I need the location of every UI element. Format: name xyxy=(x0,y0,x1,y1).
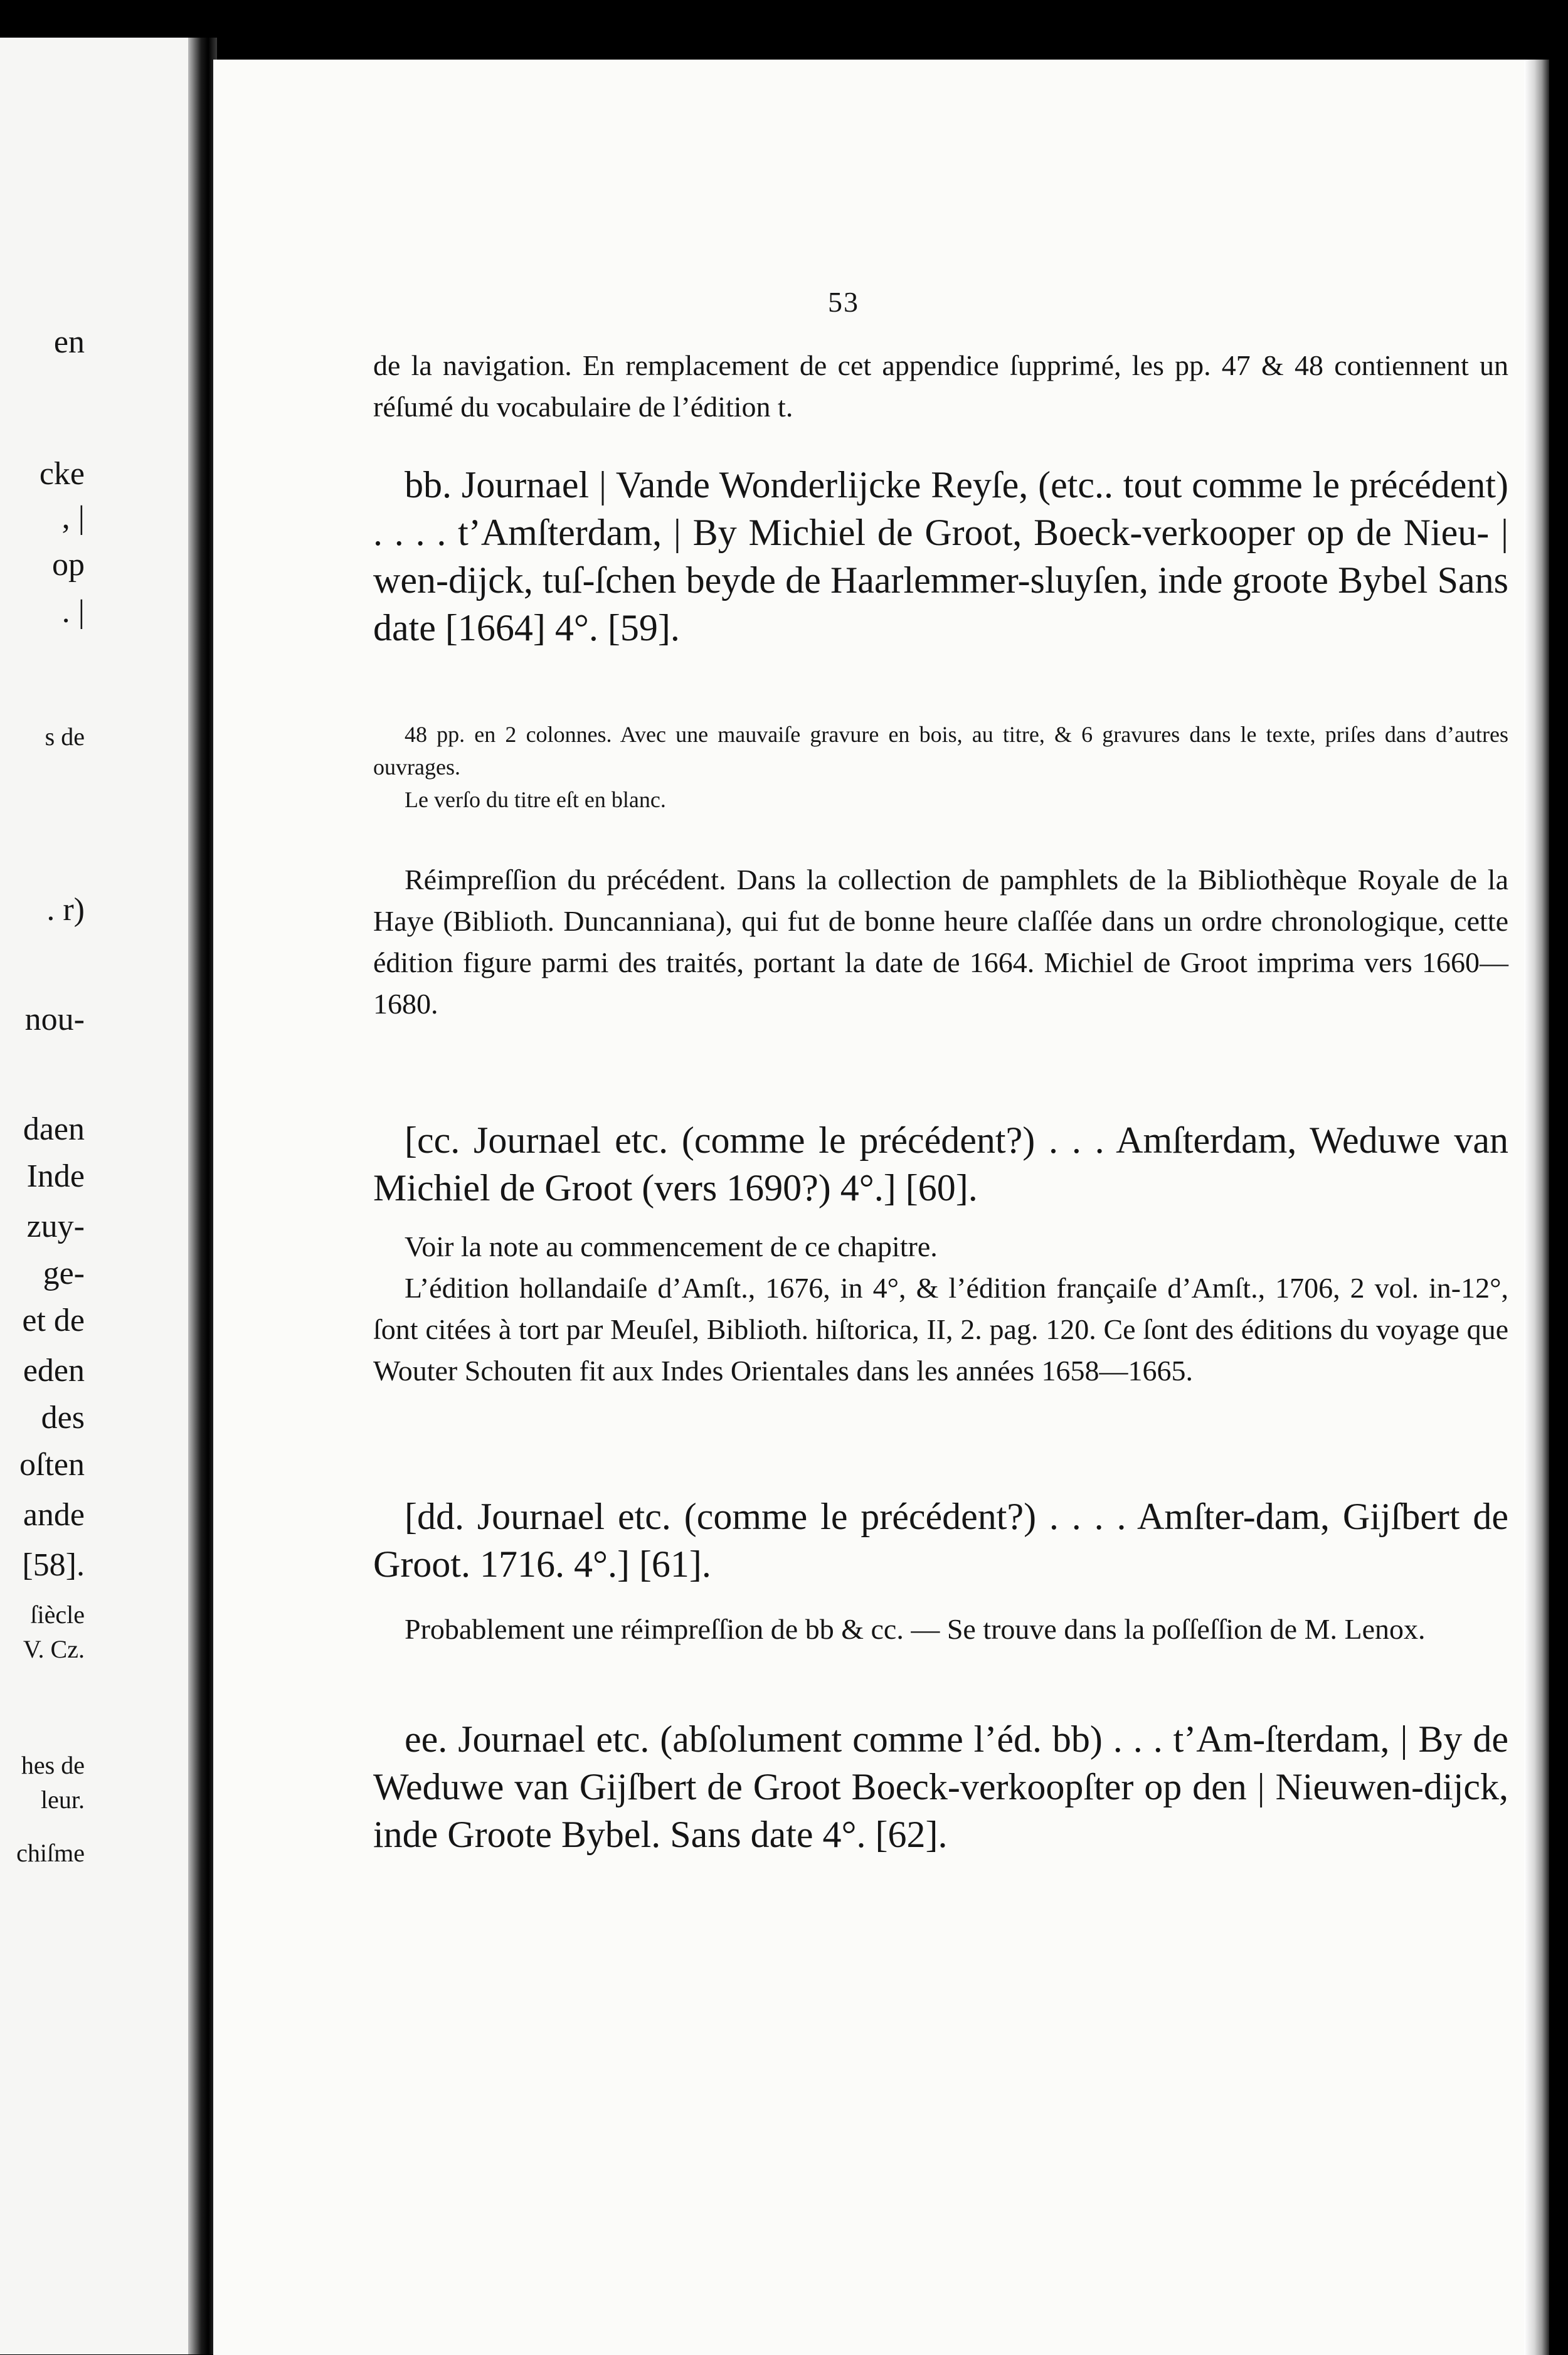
left-page-text-fragment: leur. xyxy=(41,1786,85,1814)
left-page-text-fragment: des xyxy=(41,1400,85,1436)
left-page-text-fragment: daen xyxy=(23,1111,85,1147)
left-page-text-fragment: ande xyxy=(23,1497,85,1533)
left-page-text-fragment: zuy- xyxy=(26,1209,85,1244)
entry-ee xyxy=(373,1715,1508,1858)
left-page-text-fragment: oſten xyxy=(19,1447,85,1483)
left-page-text-fragment: ſiècle xyxy=(30,1601,85,1629)
left-page-text-fragment: V. Cz. xyxy=(23,1635,85,1663)
left-page-text-fragment: et de xyxy=(22,1303,85,1338)
left-page-text-fragment: eden xyxy=(23,1353,85,1389)
page-edge xyxy=(1524,60,1549,2355)
entry-bb xyxy=(373,461,1508,652)
entry-cc-title: [cc. Journael etc. (comme le précédent?) . . . Amſterdam, Weduwe van Michiel de Groot (vers 1690?) 4°.] [60]. xyxy=(373,1119,1508,1209)
entry-bb-notes xyxy=(373,718,1508,816)
entry-dd xyxy=(373,1493,1508,1588)
commentary-cc xyxy=(373,1226,1508,1392)
entry-dd-title: [dd. Journael etc. (comme le précédent?) . . . . Amſter-dam, Gijſbert de Groot. 1716. 4°.] [61]. xyxy=(373,1496,1508,1585)
left-page-fragment xyxy=(0,38,207,2354)
entry-ee-title: ee. Journael etc. (abſolument comme l’éd. bb) . . . t’Am-ſterdam, | By de Weduwe van Gijſbert de Groot Boeck-verkoopſter op den | Nieuwen-dijck, inde Groote Bybel. Sans date 4°. [62]. xyxy=(373,1718,1508,1855)
entry-cc xyxy=(373,1116,1508,1212)
left-page-text-fragment: en xyxy=(53,324,85,360)
left-page-text-fragment: nou- xyxy=(24,1002,85,1037)
left-page-text-fragment: [58]. xyxy=(22,1547,85,1583)
left-page-text-fragment: hes de xyxy=(21,1751,85,1779)
commentary-reimpression: Réimpreſſion du précédent. Dans la collection de pamphlets de la Bibliothèque Royale de la Haye (Biblioth. Duncanniana), qui fut de bonne heure claſſée dans un ordre chronologique, cette édition figure parmi des traités, portant la date de 1664. Michiel de Groot imprima vers 1660—1680. xyxy=(373,864,1508,1020)
note-lenox: Probablement une réimpreſſion de bb & cc. — Se trouve dans la poſſeſſion de M. Lenox. xyxy=(405,1613,1426,1645)
note-chapter: Voir la note au commencement de ce chapitre. xyxy=(405,1230,938,1262)
left-page-text-fragment: ge- xyxy=(43,1256,85,1291)
left-page-text-fragment: . | xyxy=(61,594,85,630)
left-page-text-fragment: cke xyxy=(39,456,85,492)
note-verso: Le verſo du titre eſt en blanc. xyxy=(405,787,666,812)
paragraph-intro-block xyxy=(373,345,1508,428)
commentary-bb xyxy=(373,859,1508,1025)
note-editions: L’édition hollandaiſe d’Amſt., 1676, in 4°, & l’édition françaiſe d’Amſt., 1706, 2 vol. in-12°, ſont citées à tort par Meuſel, Biblioth. hiſtorica, II, 2. pag. 120. Ce ſont des éditions du voyage que Wouter Schouten fit aux Indes Orientales dans les années 1658—1665. xyxy=(373,1272,1508,1387)
left-page-text-fragment: chiſme xyxy=(16,1839,85,1867)
book-page xyxy=(213,60,1549,2355)
left-page-text-fragment: op xyxy=(52,547,85,583)
left-page-text-fragment: s de xyxy=(45,722,85,751)
left-page-text-fragment: , | xyxy=(61,500,85,536)
commentary-dd xyxy=(373,1609,1508,1650)
left-page-text-fragment: Inde xyxy=(26,1158,85,1194)
note-collation: 48 pp. en 2 colonnes. Avec une mauvaiſe gravure en bois, au titre, & 6 gravures dans le texte, priſes dans d’autres ouvrages. xyxy=(373,722,1508,780)
left-page-text-fragment: . r) xyxy=(46,892,85,928)
paragraph-navigation: de la navigation. En remplacement de cet appendice ſupprimé, les pp. 47 & 48 contiennent un réſumé du vocabulaire de l’édition t. xyxy=(373,349,1508,423)
page-number: 53 xyxy=(828,286,859,318)
entry-bb-title: bb. Journael | Vande Wonderlijcke Reyſe, (etc.. tout comme le précédent) . . . . t’Amſterdam, | By Michiel de Groot, Boeck-verkooper op de Nieu- | wen-dijck, tuſ-ſchen beyde de Haarlemmer-sluyſen, inde groote Bybel Sans date [1664] 4°. [59]. xyxy=(373,464,1508,648)
